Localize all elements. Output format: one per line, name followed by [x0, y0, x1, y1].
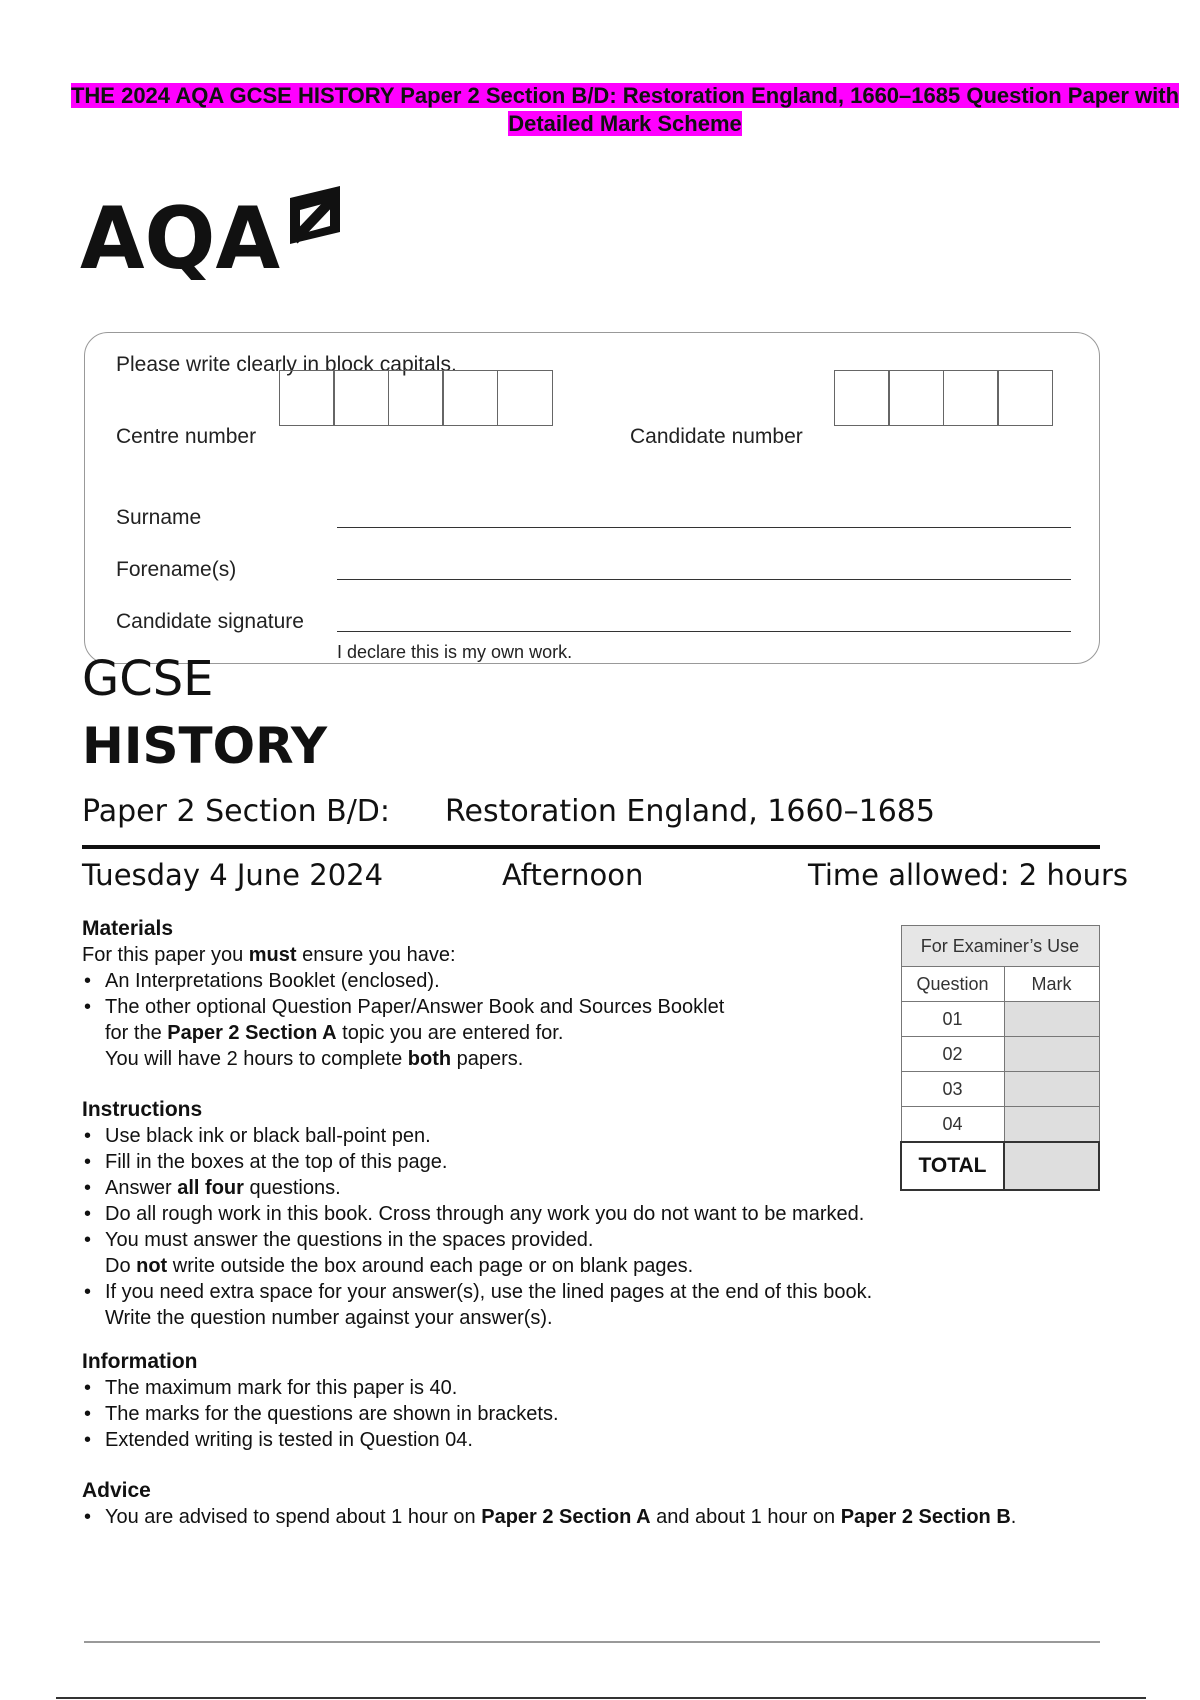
page-bottom-edge [56, 1697, 1146, 1699]
paper-topic: Restoration England, 1660–1685 [445, 794, 935, 829]
footer-divider [84, 1641, 1100, 1643]
information-item: • The marks for the questions are shown in brackets. [105, 1401, 962, 1427]
information-section [82, 1349, 962, 1453]
candidate-number-box[interactable] [834, 370, 890, 426]
advice-section [82, 1478, 1122, 1530]
exam-level: GCSE [82, 651, 214, 707]
question-number: 01 [901, 1002, 1004, 1037]
instruction-item: • Do all rough work in this book. Cross through any work you do not want to be marked. [105, 1201, 962, 1227]
document-banner-title [70, 82, 1180, 138]
table-row [901, 1107, 1099, 1143]
instruction-item: • You must answer the questions in the spaces provided. Do not write outside the box around each page or on blank pages. [105, 1227, 962, 1279]
candidate-number-boxes[interactable] [835, 370, 1053, 426]
candidate-number-box[interactable] [888, 370, 944, 426]
materials-section [82, 916, 902, 1072]
instruction-item: • Answer all four questions. [105, 1175, 962, 1201]
instructions-section [82, 1097, 962, 1331]
mark-cell [1004, 1037, 1099, 1072]
table-row [901, 1002, 1099, 1037]
materials-heading: Materials [82, 917, 174, 940]
paper-title: Paper 2 Section B/D: [82, 794, 391, 829]
question-column-header: Question [901, 967, 1004, 1002]
aqa-logo [80, 180, 350, 280]
advice-item: • You are advised to spend about 1 hour on Paper 2 Section A and about 1 hour on Paper 2 Section B. [105, 1504, 1122, 1530]
materials-item: • The other optional Question Paper/Answer Book and Sources Booklet for the Paper 2 Section A topic you are entered for. You will have 2 hours to complete both papers. [105, 994, 902, 1072]
mark-column-header: Mark [1004, 967, 1099, 1002]
table-row [901, 1072, 1099, 1107]
time-allowed: Time allowed: 2 hours [808, 858, 1128, 892]
centre-number-label: Centre number [116, 425, 257, 448]
exam-date: Tuesday 4 June 2024 [82, 858, 384, 892]
centre-number-box[interactable] [442, 370, 498, 426]
mark-cell [1004, 1002, 1099, 1037]
instruction-item: • Use black ink or black ball-point pen. [105, 1123, 962, 1149]
question-number: 04 [901, 1107, 1004, 1143]
banner-title-text: THE 2024 AQA GCSE HISTORY Paper 2 Section B/D: Restoration England, 1660–1685 Question Paper with Detailed Mark Scheme [70, 83, 1180, 136]
signature-label: Candidate signature [116, 610, 304, 633]
mark-cell [1004, 1072, 1099, 1107]
information-item: • The maximum mark for this paper is 40. [105, 1375, 962, 1401]
question-number: 02 [901, 1037, 1004, 1072]
centre-number-box[interactable] [388, 370, 444, 426]
examiners-use-table [900, 925, 1100, 1191]
exam-session: Afternoon [502, 858, 644, 892]
materials-intro: For this paper you must ensure you have: [82, 944, 456, 966]
examiners-use-title: For Examiner’s Use [901, 926, 1099, 967]
signature-field[interactable] [337, 631, 1071, 632]
surname-field[interactable] [337, 527, 1071, 528]
total-label: TOTAL [901, 1142, 1004, 1190]
instruction-item: • Fill in the boxes at the top of this page. [105, 1149, 962, 1175]
declaration-text: I declare this is my own work. [337, 642, 573, 662]
advice-heading: Advice [82, 1479, 151, 1502]
question-number: 03 [901, 1072, 1004, 1107]
information-item: • Extended writing is tested in Question 04. [105, 1427, 962, 1453]
forename-label: Forename(s) [116, 558, 237, 581]
instruction-item: • If you need extra space for your answer(s), use the lined pages at the end of this book. Write the question number against your answer(s). [105, 1279, 962, 1331]
block-capitals-prompt: Please write clearly in block capitals. [116, 353, 457, 376]
candidate-number-label: Candidate number [630, 425, 803, 448]
surname-label: Surname [116, 506, 202, 529]
centre-number-box[interactable] [497, 370, 553, 426]
svg-text:AQA: AQA [80, 189, 281, 280]
table-row [901, 1037, 1099, 1072]
centre-number-box[interactable] [333, 370, 389, 426]
candidate-number-box[interactable] [943, 370, 999, 426]
forename-field[interactable] [337, 579, 1071, 580]
materials-item: • An Interpretations Booklet (enclosed). [105, 968, 902, 994]
total-row [901, 1142, 1099, 1190]
information-heading: Information [82, 1350, 198, 1373]
centre-number-box[interactable] [279, 370, 335, 426]
instructions-heading: Instructions [82, 1098, 203, 1121]
candidate-number-box[interactable] [997, 370, 1053, 426]
exam-subject: HISTORY [82, 717, 328, 775]
mark-cell [1004, 1107, 1099, 1143]
title-divider [82, 845, 1100, 849]
centre-number-boxes[interactable] [280, 370, 553, 426]
total-mark-cell [1004, 1142, 1099, 1190]
